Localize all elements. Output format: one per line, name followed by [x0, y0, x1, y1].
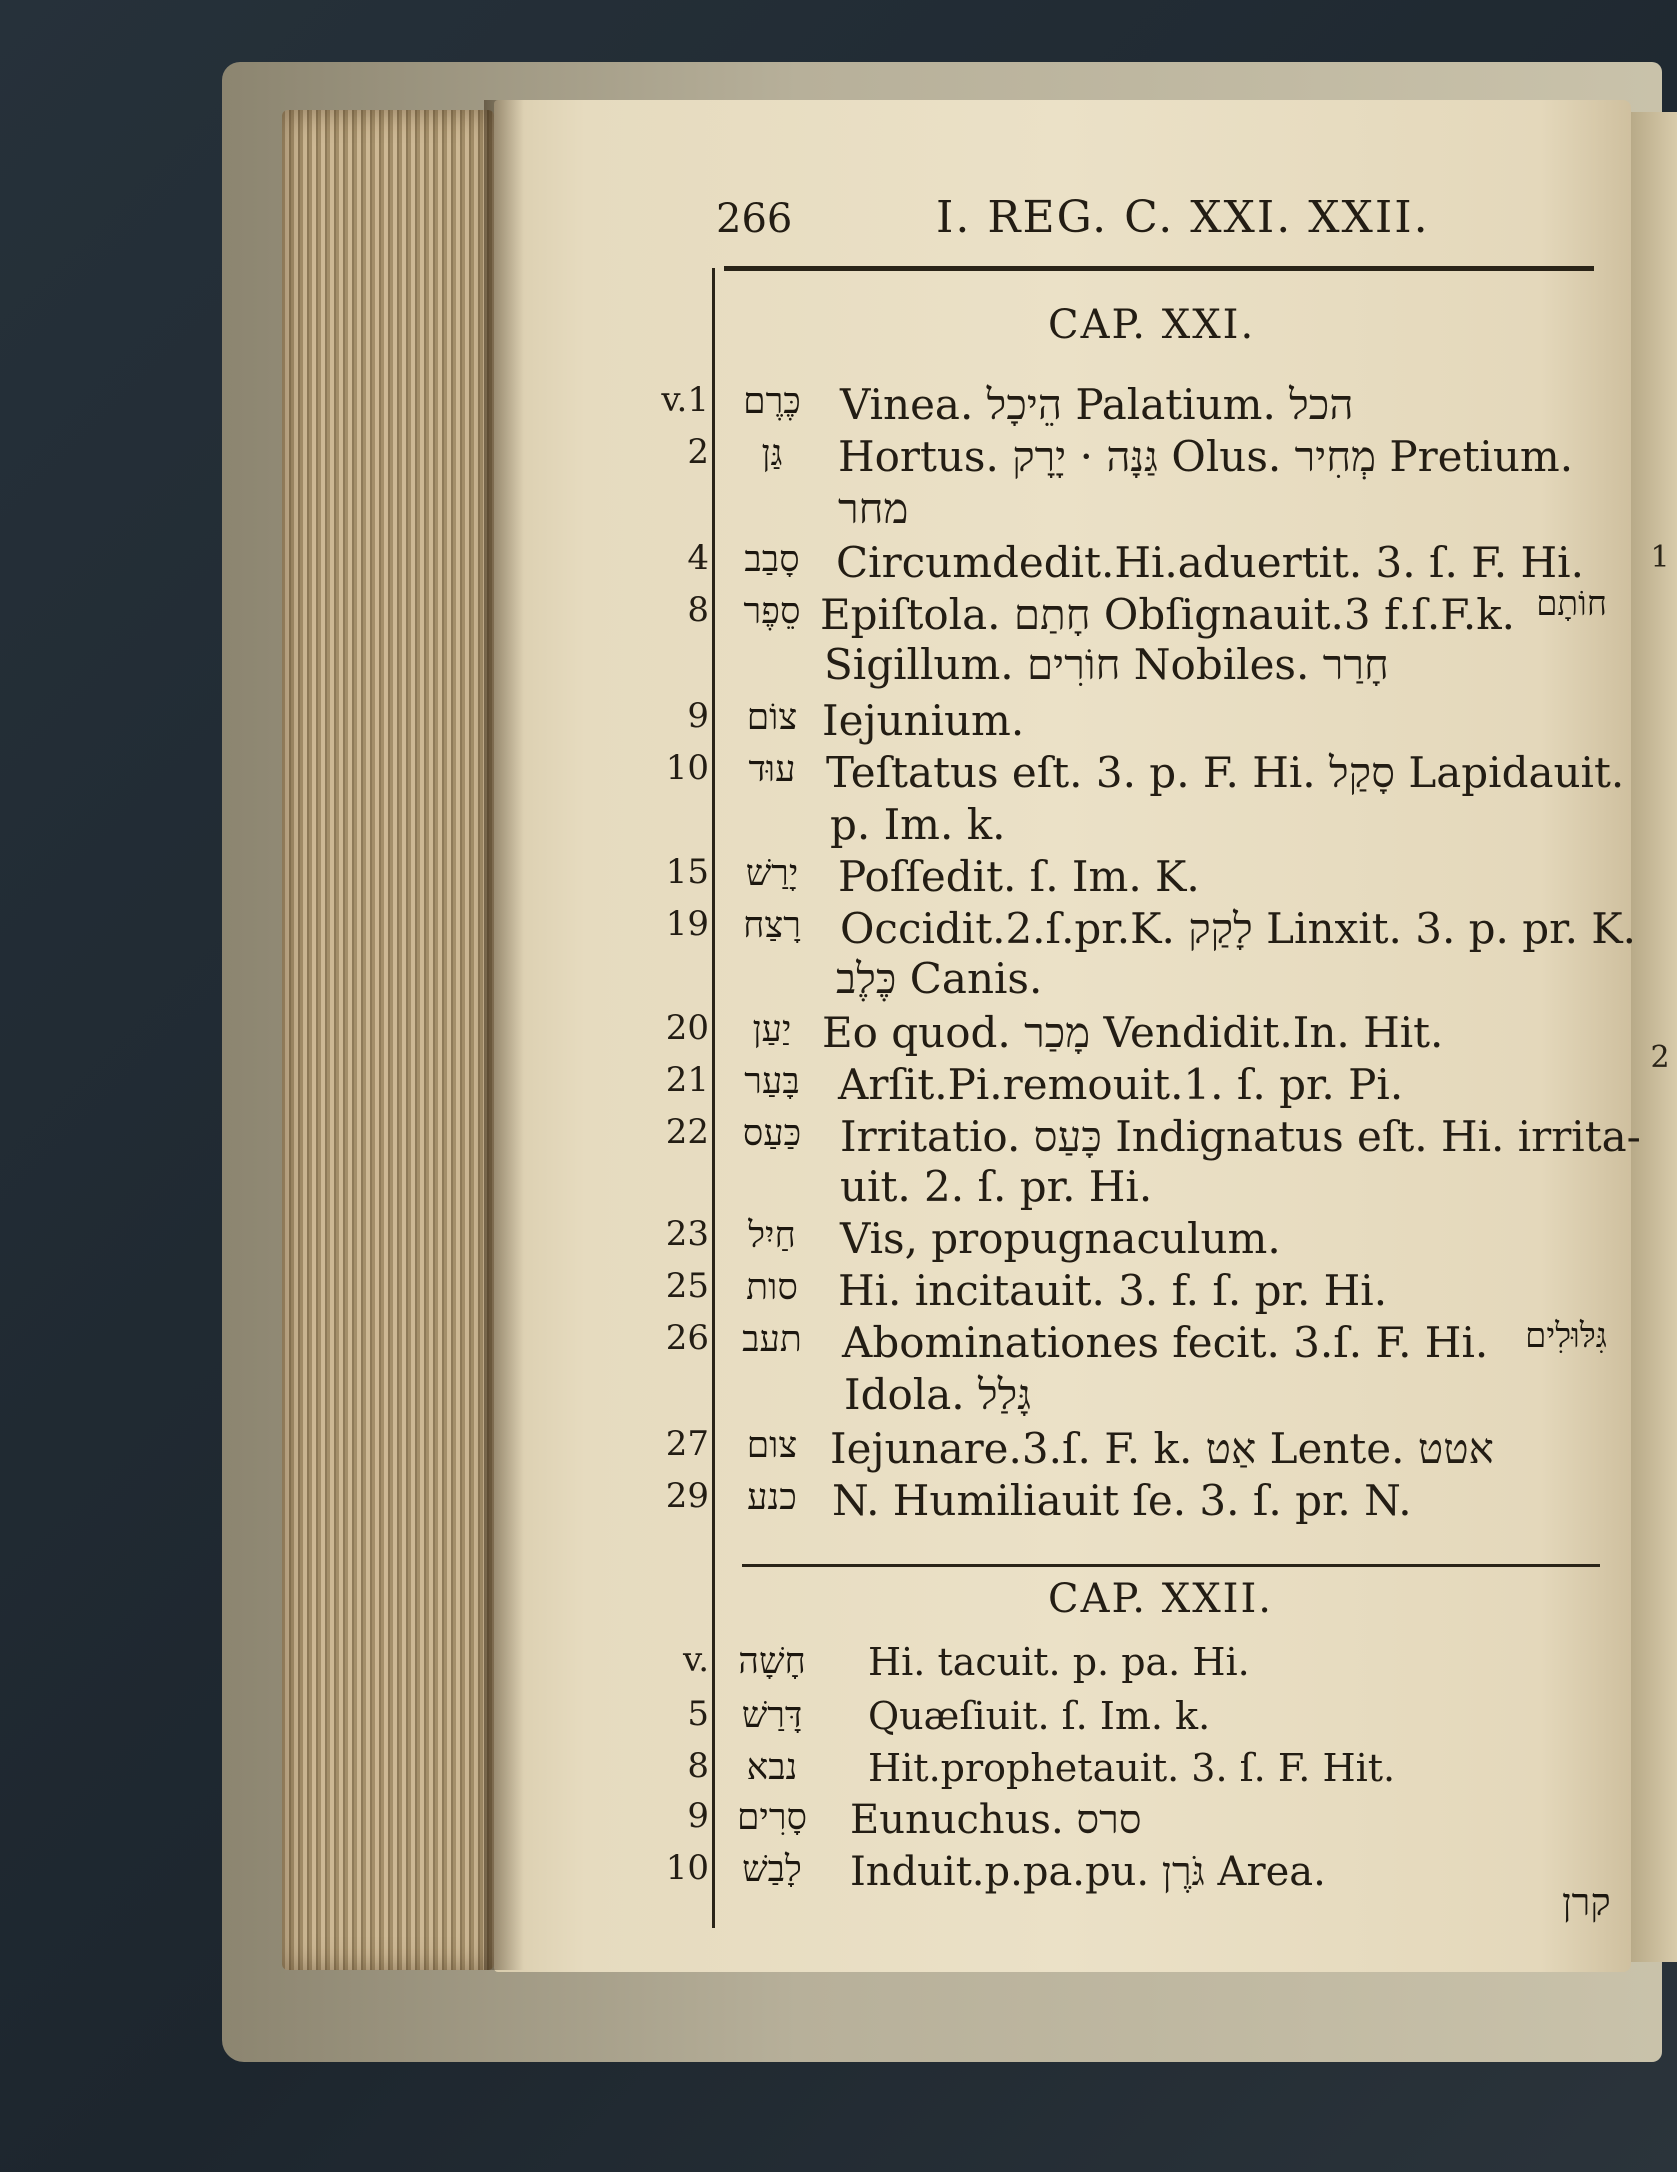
hebrew-headword: בָּעַר: [744, 1061, 800, 1102]
entry-row: [0, 1746, 1677, 1802]
verse-number: 9: [687, 696, 709, 736]
verse-number: 23: [665, 1214, 709, 1254]
hebrew-headword: יַעַן: [752, 1009, 792, 1050]
facing-page-glyph: 2: [1650, 1040, 1670, 1075]
entry-continuation: [0, 640, 1677, 696]
continuation-text: כֶּלֶב Canis.: [836, 954, 1043, 1003]
verse-number: 21: [665, 1060, 709, 1100]
entry-row: [0, 584, 1677, 646]
entry-row: [0, 1476, 1677, 1532]
continuation-text: uit. 2. ſ. pr. Hi.: [840, 1162, 1153, 1211]
hebrew-headword: כֶּרֶם: [743, 381, 801, 422]
hebrew-headword: כנע: [747, 1477, 797, 1518]
continuation-text: מחר: [838, 484, 909, 533]
entry-row: [0, 1060, 1677, 1116]
hebrew-headword: סָבַב: [744, 539, 800, 580]
latin-gloss: Vis, propugnaculum.: [840, 1214, 1281, 1263]
hebrew-headword: לָבַשׁ: [742, 1849, 802, 1890]
latin-gloss: Eo quod. מָכַר Vendidit.In. Hit.: [822, 1008, 1444, 1057]
entry-row: [0, 1214, 1677, 1270]
hebrew-headword: חַיִל: [748, 1215, 796, 1256]
continuation-text: Idola. גָּלַל: [844, 1370, 1032, 1419]
entry-row: [0, 1848, 1677, 1904]
hebrew-headword: סֵפֶר: [743, 591, 801, 632]
verse-number: 4: [687, 538, 709, 578]
latin-gloss: N. Humiliauit ſe. 3. ſ. pr. N.: [832, 1476, 1412, 1525]
verse-number: 27: [665, 1424, 709, 1464]
entry-row: [0, 696, 1677, 752]
margin-hebrew: חוֹתָם: [1536, 584, 1607, 624]
verse-number: 26: [665, 1318, 709, 1358]
verse-number: 8: [687, 1746, 709, 1786]
margin-hebrew: גִּלּוּלִים: [1525, 1316, 1607, 1356]
hebrew-headword: סָרִים: [736, 1797, 808, 1838]
latin-gloss: Hi. incitauit. 3. f. ſ. pr. Hi.: [838, 1266, 1388, 1315]
latin-gloss: Epiſtola. חָתַם Obſignauit.3 f.ſ.F.k.: [820, 590, 1516, 639]
entry-row: [0, 1796, 1677, 1852]
entry-row: [0, 1424, 1677, 1480]
hebrew-headword: עוּד: [748, 749, 796, 790]
hebrew-headword: חָשָׁה: [738, 1641, 806, 1682]
entry-row: [0, 1008, 1677, 1064]
verse-number: v.: [683, 1640, 709, 1680]
entry-row: [0, 852, 1677, 908]
verse-number: 25: [665, 1266, 709, 1306]
entry-row: [0, 538, 1677, 594]
entry-row: [0, 1318, 1677, 1374]
hebrew-headword: גַּן: [761, 433, 783, 474]
entry-row: [0, 904, 1677, 960]
verse-number: 19: [665, 904, 709, 944]
latin-gloss: Teſtatus eſt. 3. p. F. Hi. סָקַל Lapidauit.: [826, 748, 1625, 797]
hebrew-headword: רָצַח: [743, 905, 801, 946]
running-title: I. REG. C. XXI. XXII.: [936, 192, 1430, 243]
hebrew-headword: סות: [746, 1267, 798, 1308]
verse-number: 5: [687, 1694, 709, 1734]
chapter-title: CAP. XXI.: [1048, 302, 1256, 348]
verse-number: 20: [665, 1008, 709, 1048]
verse-number: 10: [665, 748, 709, 788]
continuation-text: Sigillum. חוֹרִים Nobiles. חָרַר: [824, 640, 1389, 689]
latin-gloss: Occidit.2.ſ.pr.K. לָקַק Linxit. 3. p. pr. K.: [840, 904, 1637, 953]
verse-number: 29: [665, 1476, 709, 1516]
chapter-rule: [742, 1564, 1600, 1567]
latin-gloss: Poſſedit. ſ. Im. K.: [838, 852, 1200, 901]
latin-gloss: Hit.prophetauit. 3. ſ. F. Hit.: [868, 1746, 1396, 1790]
hebrew-headword: צום: [746, 1425, 798, 1466]
latin-gloss: Circumdedit.Hi.aduertit. 3. ſ. F. Hi.: [836, 538, 1584, 587]
verse-number: 10: [665, 1848, 709, 1888]
verse-number: v.1: [661, 380, 709, 420]
latin-gloss: Eunuchus. סרס: [850, 1797, 1142, 1843]
latin-gloss: Iejunium.: [822, 696, 1025, 745]
latin-gloss: Arſit.Pi.remouit.1. ſ. pr. Pi.: [838, 1060, 1404, 1109]
latin-gloss: Vinea. הֵיכָל Palatium. הכל: [840, 380, 1354, 429]
facing-page-glyph: 1: [1650, 540, 1670, 575]
chapter-title: CAP. XXII.: [1048, 1576, 1273, 1622]
hebrew-headword: כַּעַס: [742, 1113, 802, 1154]
latin-gloss: Hi. tacuit. p. pa. Hi.: [868, 1640, 1250, 1684]
entry-continuation: [0, 484, 1677, 540]
page-number: 266: [716, 196, 793, 242]
latin-gloss: Abominationes fecit. 3.ſ. F. Hi.: [842, 1318, 1489, 1367]
hebrew-headword: דָּרַשׁ: [741, 1695, 803, 1736]
catchword: קרן: [1562, 1880, 1611, 1924]
verse-number: 15: [665, 852, 709, 892]
entry-continuation: [0, 800, 1677, 856]
hebrew-headword: נבא: [746, 1747, 798, 1788]
entry-row: [0, 432, 1677, 488]
latin-gloss: Iejunare.3.ſ. F. k. אַט Lente. אטט: [830, 1424, 1494, 1473]
latin-gloss: Quæſiuit. ſ. Im. k.: [868, 1694, 1211, 1738]
entry-row: [0, 1640, 1677, 1696]
verse-number: 9: [687, 1796, 709, 1836]
verse-number: 2: [687, 432, 709, 472]
hebrew-headword: תעב: [742, 1319, 802, 1360]
latin-gloss: Irritatio. כָּעַס Indignatus eſt. Hi. irrita-: [840, 1112, 1641, 1161]
entry-row: [0, 1694, 1677, 1750]
hebrew-headword: צוֹם: [746, 697, 798, 738]
verse-number: 8: [687, 590, 709, 630]
entry-continuation: [0, 1162, 1677, 1218]
entry-row: [0, 1112, 1677, 1168]
latin-gloss: Induit.p.pa.pu. גֹּרֶן Area.: [850, 1849, 1326, 1895]
verse-number: 22: [665, 1112, 709, 1152]
entry-row: [0, 380, 1677, 436]
entry-continuation: [0, 1370, 1677, 1426]
latin-gloss: Hortus. גַּנָּה · יָרָק Olus. מְחִיר Pretium.: [838, 432, 1574, 481]
header-rule: [724, 266, 1594, 271]
entry-row: [0, 748, 1677, 804]
entry-continuation: [0, 954, 1677, 1010]
continuation-text: p. Im. k.: [830, 800, 1006, 849]
entry-row: [0, 1266, 1677, 1322]
hebrew-headword: יָרַשׁ: [745, 853, 799, 894]
